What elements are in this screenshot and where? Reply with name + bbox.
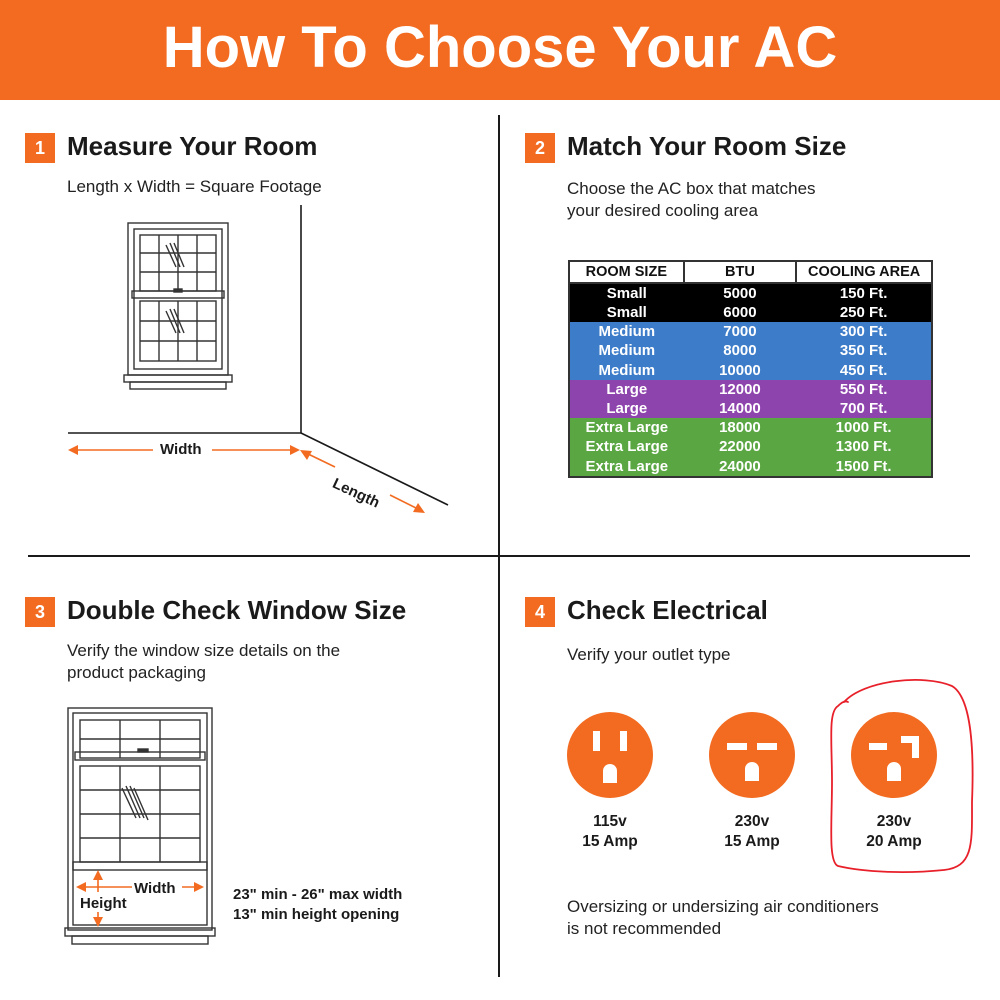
btu-cell: 6000 — [723, 304, 757, 322]
vertical-divider — [498, 115, 500, 977]
step-4-title: Check Electrical — [567, 595, 768, 625]
room-size-cell: Small — [606, 285, 647, 302]
cooling-area-cell: 350 Ft. — [839, 342, 888, 360]
cooling-area-cell: 1000 Ft. — [835, 419, 892, 437]
btu-table — [568, 260, 933, 478]
step-2-text-line1: Choose the AC box that matches — [567, 179, 816, 198]
cooling-area-cell: 1300 Ft. — [835, 438, 892, 456]
cooling-area-cell: 550 Ft. — [839, 380, 888, 398]
room-size-cell: Large — [606, 400, 648, 418]
outlet-voltage: 230v — [734, 813, 770, 830]
room-size-cell: Small — [606, 304, 647, 322]
outlet-230v-15a-icon — [709, 712, 795, 798]
table-header-row — [569, 261, 932, 283]
table-header-room-size: ROOM SIZE — [569, 261, 684, 283]
table-row — [569, 322, 932, 341]
table-row — [569, 341, 932, 360]
room-window-icon — [124, 223, 232, 389]
window-spec-height: 13" min height opening — [233, 906, 400, 923]
btu-cell: 8000 — [723, 342, 757, 360]
cooling-area-cell: 450 Ft. — [839, 361, 888, 379]
window-size-illustration — [60, 700, 220, 956]
outlet-115v-15a-icon — [567, 712, 653, 798]
btu-cell: 18000 — [719, 419, 761, 437]
highlight-circle-annotation — [824, 672, 980, 878]
room-size-cell: Extra Large — [585, 438, 669, 456]
step-1-text: Length x Width = Square Footage — [67, 177, 322, 196]
room-size-cell: Extra Large — [585, 419, 669, 437]
room-measure-illustration — [60, 205, 460, 525]
outlet-voltage: 230v — [876, 813, 912, 830]
table-row — [569, 283, 932, 303]
table-row — [569, 303, 932, 322]
step-2-title: Match Your Room Size — [567, 131, 847, 161]
outlet-amps: 15 Amp — [724, 833, 780, 850]
outlet-amps: 15 Amp — [582, 833, 638, 850]
window-width-label: Width — [134, 880, 176, 897]
step-2-badge: 2 — [525, 133, 555, 163]
table-row — [569, 361, 932, 380]
btu-cell: 24000 — [719, 457, 761, 475]
table-header-btu: BTU — [684, 261, 797, 283]
step-3-text-line2: product packaging — [67, 663, 206, 682]
window-height-label: Height — [80, 895, 127, 912]
cooling-area-cell: 700 Ft. — [839, 400, 888, 418]
table-row — [569, 399, 932, 418]
btu-cell: 14000 — [719, 400, 761, 418]
table-row — [569, 418, 932, 437]
room-size-cell: Extra Large — [585, 457, 669, 475]
table-row — [569, 380, 932, 399]
btu-cell: 22000 — [719, 438, 761, 456]
page-title: How To Choose Your AC — [162, 14, 838, 80]
btu-cell: 7000 — [723, 323, 757, 341]
step-3-badge: 3 — [25, 597, 55, 627]
cooling-area-cell: 150 Ft. — [839, 285, 888, 302]
btu-cell: 12000 — [719, 380, 761, 398]
page-header — [0, 0, 1000, 100]
outlet-amps: 20 Amp — [866, 833, 922, 850]
window-spec-width: 23" min - 26" max width — [233, 886, 403, 903]
step-2-text-line2: your desired cooling area — [567, 201, 758, 220]
step-3-text-line1: Verify the window size details on the — [67, 641, 341, 660]
cooling-area-cell: 1500 Ft. — [835, 457, 892, 475]
step-1-title: Measure Your Room — [67, 131, 318, 161]
room-size-cell: Medium — [598, 323, 656, 341]
step-4-note-line2: is not recommended — [567, 919, 722, 938]
outlet-label-2 — [692, 812, 812, 852]
length-label: Length — [329, 475, 383, 512]
step-1-badge: 1 — [25, 133, 55, 163]
outlet-voltage: 115v — [593, 813, 627, 830]
width-label: Width — [160, 441, 202, 458]
horizontal-divider — [28, 555, 970, 557]
step-3-title: Double Check Window Size — [67, 595, 407, 625]
room-size-cell: Large — [606, 380, 648, 398]
step-4-note-line1: Oversizing or undersizing air conditioners — [567, 897, 879, 916]
cooling-area-cell: 250 Ft. — [839, 304, 888, 322]
room-size-cell: Medium — [598, 361, 656, 379]
step-4-badge: 4 — [525, 597, 555, 627]
btu-cell: 10000 — [719, 361, 761, 379]
cooling-area-cell: 300 Ft. — [839, 323, 888, 341]
table-header-cooling-area: COOLING AREA — [796, 261, 932, 283]
table-row — [569, 437, 932, 456]
btu-cell: 5000 — [723, 285, 757, 302]
outlet-label-1 — [550, 812, 670, 852]
room-size-cell: Medium — [598, 342, 656, 360]
table-row — [569, 457, 932, 477]
step-4-text: Verify your outlet type — [567, 645, 731, 664]
